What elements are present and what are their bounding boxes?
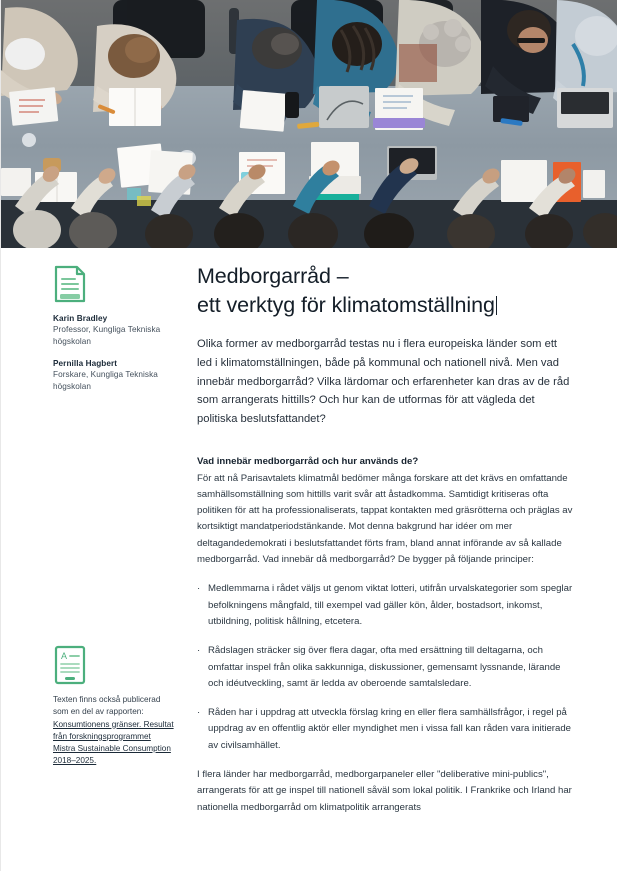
title-line-1: Medborgarråd – bbox=[197, 264, 349, 288]
meeting-photo bbox=[1, 0, 617, 248]
report-icon bbox=[53, 645, 87, 685]
list-item-text: Medlemmarna i rådet väljs ut genom viktat lotteri, utifrån urvalskategorier som speglar befolkningens mångfald, till exempel vad gäller kön, ålder, bostadsort, inkomst, utbildning, politisk hållning, etcetera. bbox=[208, 583, 573, 627]
list-item bbox=[197, 581, 575, 630]
author-sidebar bbox=[53, 264, 181, 404]
text-caret bbox=[496, 296, 497, 315]
author-name: Pernilla Hagbert bbox=[53, 359, 118, 369]
bullet-marker: · bbox=[197, 583, 201, 595]
bullet-marker: · bbox=[197, 707, 201, 719]
section-heading: Vad innebär medborgarråd och hur används de? bbox=[197, 455, 419, 467]
author-entry bbox=[53, 313, 181, 347]
list-item bbox=[197, 705, 575, 754]
title-line-2: ett verktyg för klimatomställning bbox=[197, 292, 495, 317]
principles-list bbox=[197, 581, 575, 754]
closing-paragraph: I flera länder har medborgarråd, medborgarpaneler eller "deliberative mini-publics", arrangerats för att ge inspel till nationell såväl som lokal politik. I Frankrike och Irland har nationella medborgarråd om klimatpolitik arrangerats bbox=[197, 769, 572, 813]
report-note bbox=[53, 645, 175, 768]
hero-image bbox=[1, 0, 617, 248]
author-name: Karin Bradley bbox=[53, 314, 108, 323]
bullet-marker: · bbox=[197, 645, 201, 657]
page-title bbox=[197, 262, 575, 319]
author-role: Forskare, Kungliga Tekniska högskolan bbox=[53, 370, 158, 392]
report-link[interactable]: Konsumtionens gränser. Resultat från forskningsprogrammet Mistra Sustainable Consumption 2018–2025. bbox=[53, 719, 174, 766]
report-note-text: Texten finns också publicerad som en del av rapporten: bbox=[53, 695, 161, 717]
svg-text:A: A bbox=[61, 651, 68, 661]
lead-paragraph: Olika former av medborgarråd testas nu i flera europeiska länder som ett led i klimatomställningen, både på kommunal och nationell nivå. Men vad innebär medborgarråd? Vilka lärdomar och erfarenheter kan dras av de råd som arrangerats hittills? Och hur kan de utformas för att vägleda det politiska beslutsfattandet? bbox=[197, 338, 570, 425]
list-item bbox=[197, 643, 575, 692]
section-body: För att nå Parisavtalets klimatmål bedömer många forskare att det krävs en omfattande samhällsomställning som hittills varit svår att åstadkomma. Samtidigt kritiseras ofta politiken för att ha professionaliserats, tappat kontakten med gräsrötterna och präglas av kortsiktigt mandatperiodstänkande. Mot denna bakgrund har idéer om mer deltagandedemokrati i beslutsfattandet förts fram, bland annat införande av så kallade medborgarråd. Vad innebär då medborgarråd? De bygger på följande principer: bbox=[197, 472, 573, 566]
document-icon bbox=[53, 264, 87, 304]
author-entry bbox=[53, 358, 181, 392]
author-role: Professor, Kungliga Tekniska högskolan bbox=[53, 325, 161, 346]
article-content bbox=[197, 262, 575, 816]
list-item-text: Råden har i uppdrag att utveckla förslag kring en eller flera samhällsfrågor, i regel på uppdrag av en offentlig aktör eller myndighet men i vissa fall kan råden vara initierade av civilsamhället. bbox=[208, 707, 571, 751]
list-item-text: Rådslagen sträcker sig över flera dagar, ofta med ersättning till deltagarna, och omfattar inspel från olika sakkunniga, diskussioner, gemensamt lyssnande, lärande och idéutveckling, samt är ledda av oberoende samtalsledare. bbox=[208, 645, 561, 689]
